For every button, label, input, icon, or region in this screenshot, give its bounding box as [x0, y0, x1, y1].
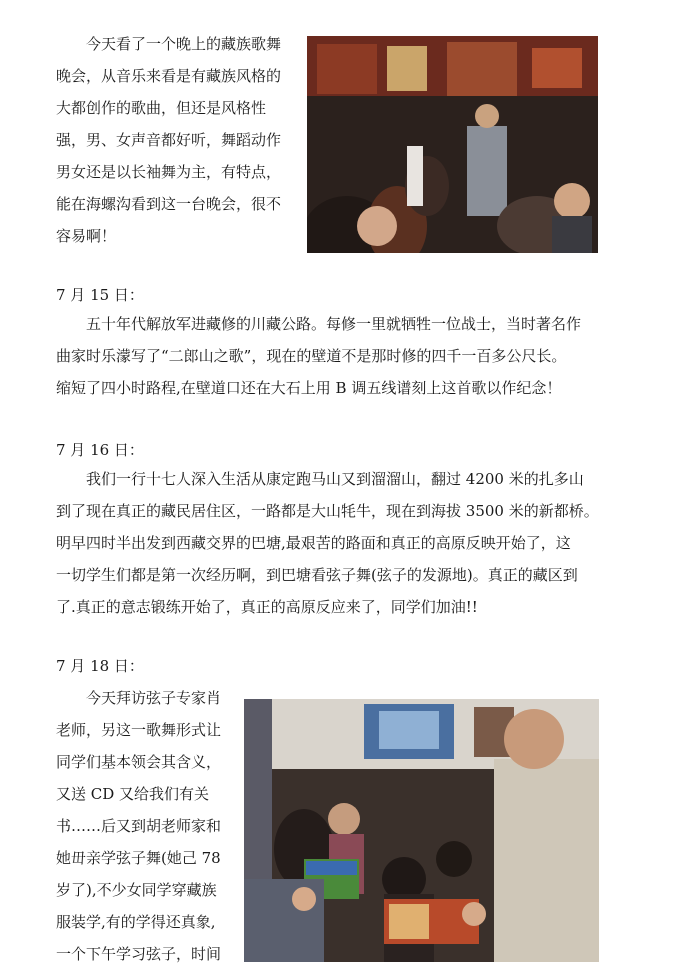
date-heading: 7 月 18 日：: [56, 657, 144, 675]
paragraph-sichuan-tibet-road: [56, 308, 581, 404]
text-line: 了.真正的意志锻练开始了，真正的高原反应来了，同学们加油!!: [56, 598, 478, 616]
text-line: 男女还是以长袖舞为主，有特点，: [56, 163, 282, 181]
text-line: 她毌亲学弦子舞(她己 78: [56, 849, 221, 867]
text-line: 岁了),不少女同学穿藏族: [56, 881, 217, 899]
text-line: 同学们基本领会其含义，: [56, 753, 222, 771]
paragraph-journey-batang: [56, 463, 599, 623]
text-line: 能在海螺沟看到这一台晚会，很不: [56, 195, 282, 213]
text-line: 一切学生们都是第一次经历啊，到巴塘看弦子舞(弦子的发源地)。真正的藏区到: [56, 566, 578, 584]
text-line: 书……后又到胡老师家和: [56, 817, 222, 835]
text-line: 老师，另这一歌舞形式让: [56, 721, 222, 739]
text-line: 服装学,有的学得还真象,: [56, 913, 216, 931]
text-line: 曲家时乐濛写了“二郎山之歌”，现在的壁道不是那时修的四千一百多公尺长。: [56, 347, 567, 365]
text-line: 容易啊！: [56, 227, 117, 245]
text-line: 我们一行十七人深入生活从康定跑马山又到溜溜山，翻过 4200 米的扎多山: [86, 470, 584, 488]
text-line: 一个下午学习弦子，时间: [56, 945, 222, 963]
date-heading: 7 月 15 日：: [56, 286, 144, 304]
text-line: 到了现在真正的藏民居住区，一路都是大山牦牛，现在到海拔 3500 米的新都桥。: [56, 502, 599, 520]
date-heading: 7 月 16 日：: [56, 441, 144, 459]
text-line: 晚会，从音乐来看是有藏族风格的: [56, 67, 282, 85]
text-line: 强，男、女声音都好听，舞蹈动作: [56, 131, 282, 149]
paragraph-evening-show: [56, 28, 281, 252]
text-line: 明早四时半出发到西藏交界的巴塘,最艰苦的路面和真正的高原反映开始了，这: [56, 534, 571, 552]
text-line: 大都创作的歌曲，但还是风格性: [56, 99, 267, 117]
photo-tibetan-show-audience: [307, 36, 598, 253]
text-line: 缩短了四小时路程,在壁道口还在大石上用 B 调五线谱刻上这首歌以作纪念！: [56, 379, 562, 397]
photo-xianzi-teacher-gift: [244, 699, 599, 962]
text-line: 五十年代解放军进藏修的川藏公路。每修一里就牺牲一位战士，当时著名作: [86, 315, 582, 333]
text-line: 又送 CD 又给我们有关: [56, 785, 210, 803]
text-line: 今天看了一个晚上的藏族歌舞: [86, 35, 282, 53]
text-line: 今天拜访弦子专家肖: [86, 689, 222, 707]
paragraph-xianzi-visit: [56, 682, 221, 970]
